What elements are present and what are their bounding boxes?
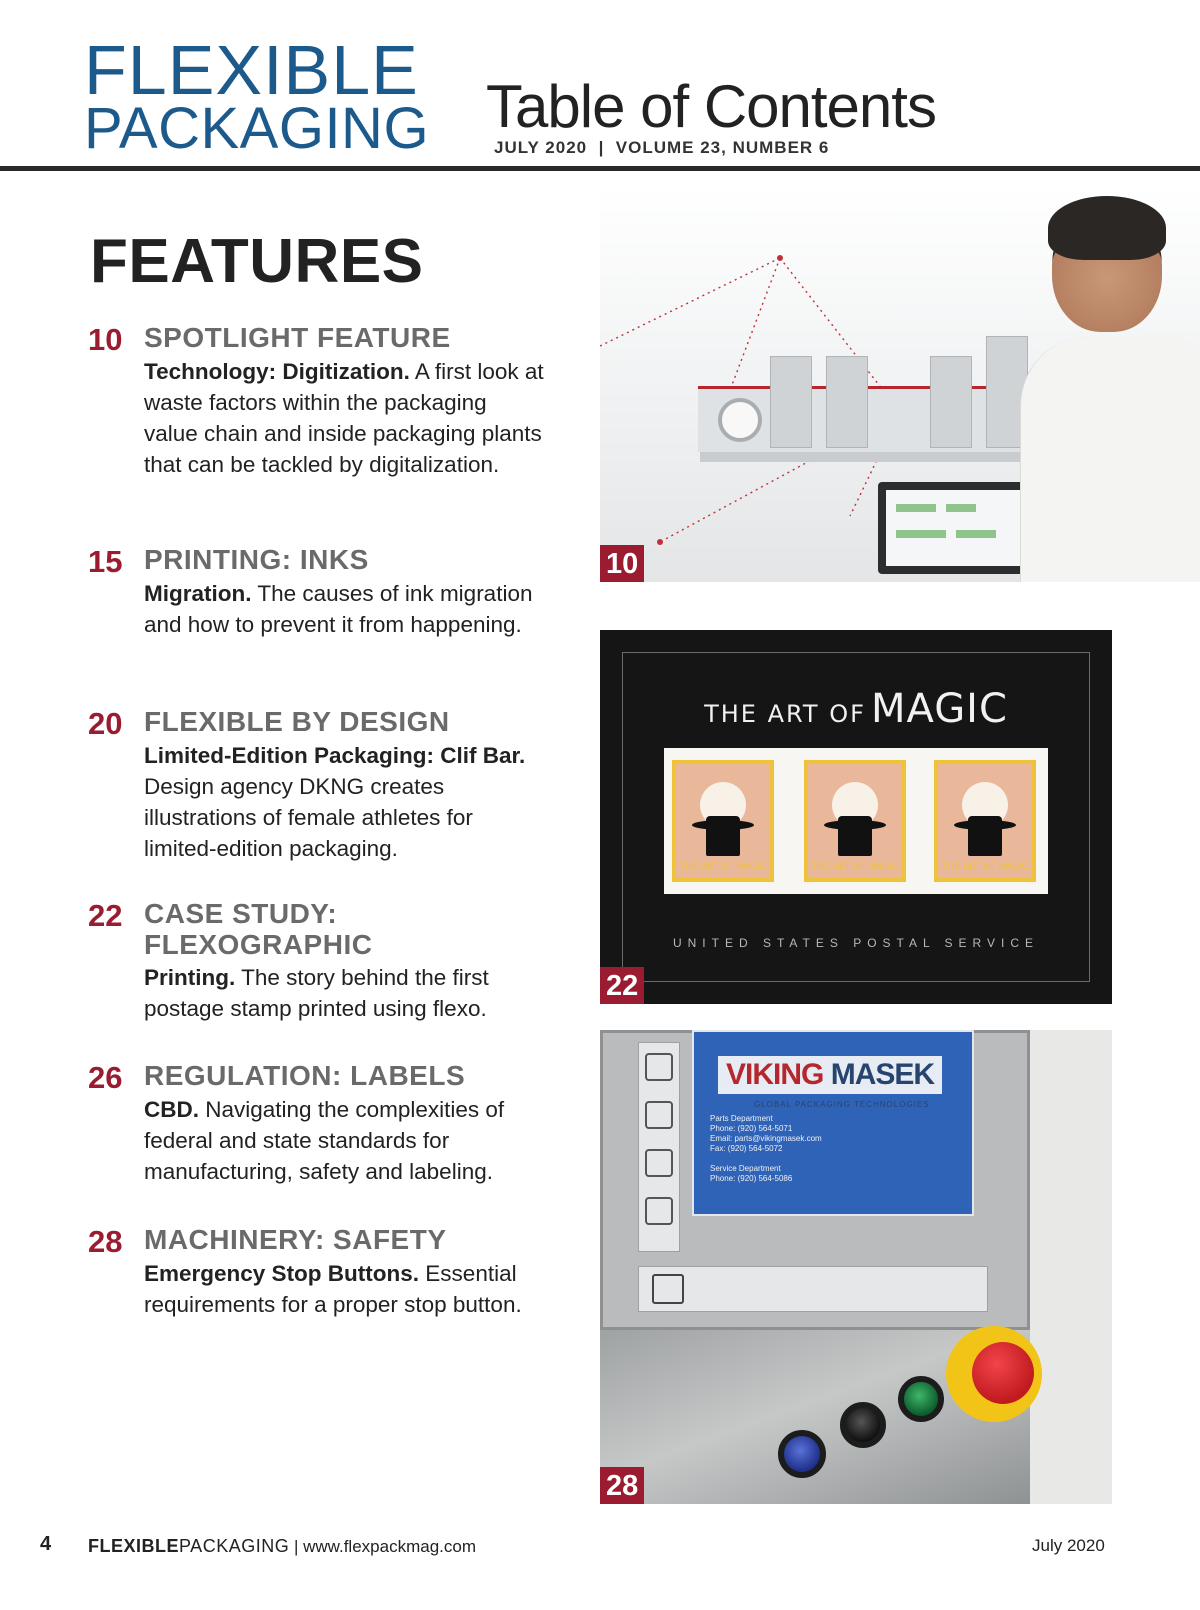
feature-page-number: 28 bbox=[88, 1224, 123, 1259]
feature-lead: Limited-Edition Packaging: Clif Bar. bbox=[144, 743, 526, 768]
stamp-label: THE ART OF MAGIC bbox=[942, 862, 1028, 872]
stop-button-icon bbox=[840, 1402, 886, 1448]
operator-person bbox=[1030, 186, 1200, 582]
hmi-bottom-bar bbox=[638, 1266, 988, 1312]
feature-section: FLEXIBLE BY DESIGN bbox=[144, 706, 450, 737]
feature-text: The causes of ink migration and how to prevent it from happening. bbox=[144, 581, 533, 637]
footer-brand-thin: PACKAGING bbox=[179, 1536, 290, 1556]
feature-page-number: 20 bbox=[88, 706, 123, 741]
photo-page-badge: 28 bbox=[600, 1467, 644, 1504]
brand-logo bbox=[718, 1056, 942, 1094]
feature-description bbox=[144, 740, 544, 864]
emergency-stop-button-icon bbox=[972, 1342, 1034, 1404]
feature-item-machinery[interactable] bbox=[88, 1224, 548, 1354]
feature-page-number: 10 bbox=[88, 322, 123, 357]
feature-text: The story behind the first postage stamp printed using flexo. bbox=[144, 965, 489, 1021]
feature-section: SPOTLIGHT FEATURE bbox=[144, 322, 451, 353]
footer-separator: | bbox=[289, 1537, 304, 1556]
feature-section: MACHINERY: SAFETY bbox=[144, 1224, 447, 1255]
laptop-screen bbox=[886, 490, 1020, 566]
feature-section: PRINTING: INKS bbox=[144, 544, 369, 575]
feature-text: Design agency DKNG creates illustrations of female athletes for limited-edition packaging. bbox=[144, 774, 473, 861]
brand-tagline: GLOBAL PACKAGING TECHNOLOGIES bbox=[754, 1100, 930, 1109]
thermometer-icon bbox=[645, 1149, 673, 1177]
feature-text: Navigating the complexities of federal and state standards for manufacturing, safety and labeling. bbox=[144, 1097, 505, 1184]
press-unit bbox=[770, 356, 812, 448]
contact-info: Parts Department Phone: (920) 564-5071 Email: parts@vikingmasek.com Fax: (920) 564-5072 Service Department Phone: (920) 564-5086 bbox=[710, 1114, 822, 1183]
hmi-tool-icon bbox=[645, 1197, 673, 1225]
feature-lead: Emergency Stop Buttons. bbox=[144, 1261, 420, 1286]
feature-section: REGULATION: LABELS bbox=[144, 1060, 466, 1091]
feature-description bbox=[144, 578, 544, 640]
logo-line-2: PACKAGING bbox=[84, 96, 430, 162]
feature-text: Essential requirements for a proper stop button. bbox=[144, 1261, 522, 1317]
photo-page-badge: 22 bbox=[600, 967, 644, 1004]
press-unit bbox=[826, 356, 868, 448]
stamp bbox=[934, 760, 1036, 882]
feature-item-case-study[interactable] bbox=[88, 898, 548, 1038]
photo-machine-control-panel[interactable] bbox=[600, 1030, 1112, 1504]
stamp-title-big: MAGIC bbox=[871, 686, 1008, 732]
photo-wall bbox=[1020, 1030, 1112, 1504]
hmi-screen bbox=[692, 1030, 974, 1216]
laptop bbox=[878, 482, 1028, 574]
stamp-sheet bbox=[664, 748, 1048, 894]
feature-page-number: 22 bbox=[88, 898, 123, 933]
feature-item-spotlight[interactable] bbox=[88, 322, 548, 512]
feature-lead: Technology: Digitization. bbox=[144, 359, 410, 384]
footer-brand bbox=[88, 1536, 476, 1557]
feature-lead: Printing. bbox=[144, 965, 236, 990]
start-button-icon bbox=[898, 1376, 944, 1422]
operator-shirt bbox=[1020, 336, 1200, 582]
stamp bbox=[672, 760, 774, 882]
header-rule bbox=[0, 166, 1200, 171]
usps-text: UNITED STATES POSTAL SERVICE bbox=[672, 936, 1040, 950]
feature-description bbox=[144, 962, 544, 1024]
magazine-logo bbox=[84, 31, 430, 162]
feature-lead: Migration. bbox=[144, 581, 252, 606]
feature-item-printing-inks[interactable] bbox=[88, 544, 548, 674]
feature-item-regulation[interactable] bbox=[88, 1060, 548, 1190]
top-hat-icon bbox=[706, 816, 740, 856]
top-hat-icon bbox=[968, 816, 1002, 856]
photo-page-badge: 10 bbox=[600, 545, 644, 582]
paper-roll bbox=[718, 398, 762, 442]
stamp-label: THE ART OF MAGIC bbox=[680, 862, 766, 872]
page-number: 4 bbox=[40, 1533, 52, 1555]
stamp-label: THE ART OF MAGIC bbox=[812, 862, 898, 872]
logo-line-1: FLEXIBLE bbox=[84, 31, 419, 109]
feature-item-flexible-by-design[interactable] bbox=[88, 706, 548, 866]
page-title: Table of Contents bbox=[486, 73, 936, 140]
footer-url-link[interactable]: www.flexpackmag.com bbox=[303, 1537, 476, 1556]
home-icon bbox=[652, 1274, 684, 1304]
photo-postage-stamp[interactable] bbox=[600, 630, 1112, 1004]
hmi-toolbar bbox=[638, 1042, 680, 1252]
brand-logo-a: VIKING bbox=[726, 1058, 824, 1091]
hmi-tool-icon bbox=[645, 1101, 673, 1129]
issue-info: JULY 2020 | VOLUME 23, NUMBER 6 bbox=[494, 138, 830, 157]
feature-description bbox=[144, 1094, 544, 1187]
operator-hair bbox=[1048, 196, 1166, 260]
press-unit bbox=[930, 356, 972, 448]
top-hat-icon bbox=[838, 816, 872, 856]
feature-section: CASE STUDY: FLEXOGRAPHIC bbox=[144, 898, 373, 960]
stamp-sheet-title bbox=[600, 686, 1112, 732]
stamp bbox=[804, 760, 906, 882]
feature-page-number: 15 bbox=[88, 544, 123, 579]
feature-description bbox=[144, 1258, 544, 1320]
footer-brand-bold: FLEXIBLE bbox=[88, 1536, 180, 1556]
reset-button-icon bbox=[778, 1430, 826, 1478]
stamp-title-small: THE ART OF bbox=[704, 700, 866, 728]
brand-logo-b: MASEK bbox=[830, 1058, 935, 1091]
feature-lead: CBD. bbox=[144, 1097, 199, 1122]
photo-printing-press[interactable] bbox=[600, 186, 1200, 582]
feature-text: A first look at waste factors within the packaging value chain and inside packaging plants that can be tackled by digitalization. bbox=[144, 359, 544, 477]
feature-page-number: 26 bbox=[88, 1060, 123, 1095]
footer-date: July 2020 bbox=[1032, 1536, 1105, 1555]
features-heading: FEATURES bbox=[90, 227, 424, 296]
feature-description bbox=[144, 356, 544, 480]
hmi-tool-icon bbox=[645, 1053, 673, 1081]
